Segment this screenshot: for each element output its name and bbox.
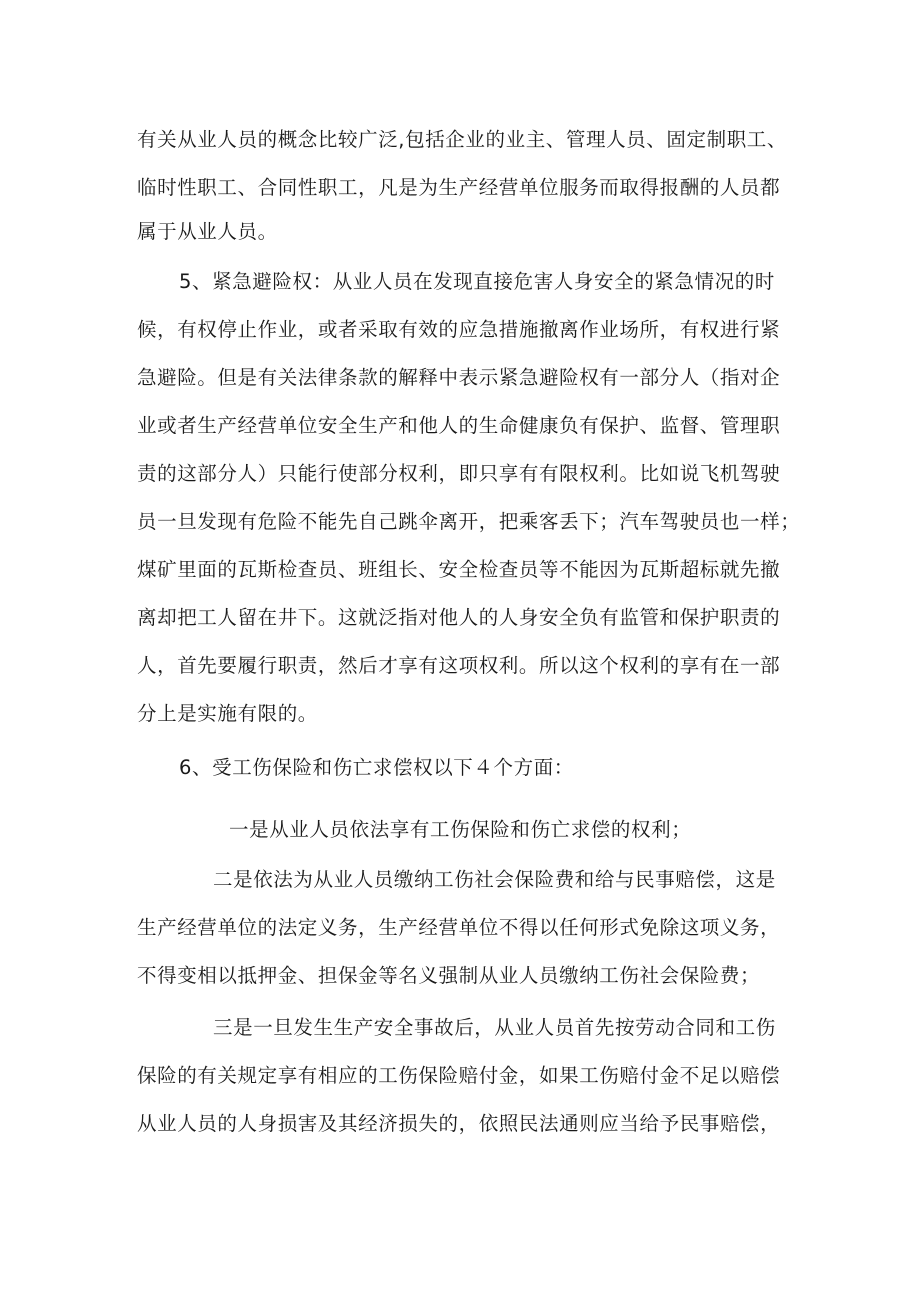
text-line: 不得变相以抵押金、担保金等名义强制从业人员缴纳工伤社会保险费；	[137, 964, 761, 987]
item-2-line: 二是依法为从业人员缴纳工伤社会保险费和给与民事赔偿，这是	[213, 868, 776, 891]
text-line: 分上是实施有限的。	[137, 702, 318, 725]
text-line: 业或者生产经营单位安全生产和他人的生命健康负有保护、监督、管理职	[137, 414, 781, 437]
text-line: 责的这部分人）只能行使部分权利，即只享有有限权利。比如说飞机驾驶	[137, 462, 781, 485]
text-line: 煤矿里面的瓦斯检查员、班组长、安全检查员等不能因为瓦斯超标就先撤	[137, 558, 781, 581]
section-6-heading-line: 6、受工伤保险和伤亡求偿权以下４个方面：	[179, 756, 574, 779]
text-line: 员一旦发现有危险不能先自己跳伞离开，把乘客丢下；汽车驾驶员也一样；	[137, 510, 801, 533]
text-line: 保险的有关规定享有相应的工伤保险赔付金，如果工伤赔付金不足以赔偿	[137, 1064, 781, 1087]
text-line: 从业人员的人身损害及其经济损失的，依照民法通则应当给予民事赔偿，	[137, 1112, 781, 1135]
text-line: 人，首先要履行职责，然后才享有这项权利。所以这个权利的享有在一部	[137, 654, 781, 677]
text-line: 属于从业人员。	[137, 220, 278, 243]
item-1-line: 一是从业人员依法享有工伤保险和伤亡求偿的权利；	[229, 818, 692, 841]
item-3-line: 三是一旦发生生产安全事故后，从业人员首先按劳动合同和工伤	[213, 1016, 776, 1039]
text-line: 有关从业人员的概念比较广泛,包括企业的业主、管理人员、固定制职工、	[137, 128, 787, 151]
text-line: 急避险。但是有关法律条款的解释中表示紧急避险权有一部分人（指对企	[137, 366, 781, 389]
text-line: 候，有权停止作业，或者采取有效的应急措施撤离作业场所，有权进行紧	[137, 318, 781, 341]
text-line: 临时性职工、合同性职工，凡是为生产经营单位服务而取得报酬的人员都	[137, 176, 781, 199]
section-5-heading-line: 5、紧急避险权：从业人员在发现直接危害人身安全的紧急情况的时	[179, 270, 775, 293]
text-line: 生产经营单位的法定义务，生产经营单位不得以任何形式免除这项义务，	[137, 916, 781, 939]
text-line: 离却把工人留在井下。这就泛指对他人的人身安全负有监管和保护职责的	[137, 606, 781, 629]
